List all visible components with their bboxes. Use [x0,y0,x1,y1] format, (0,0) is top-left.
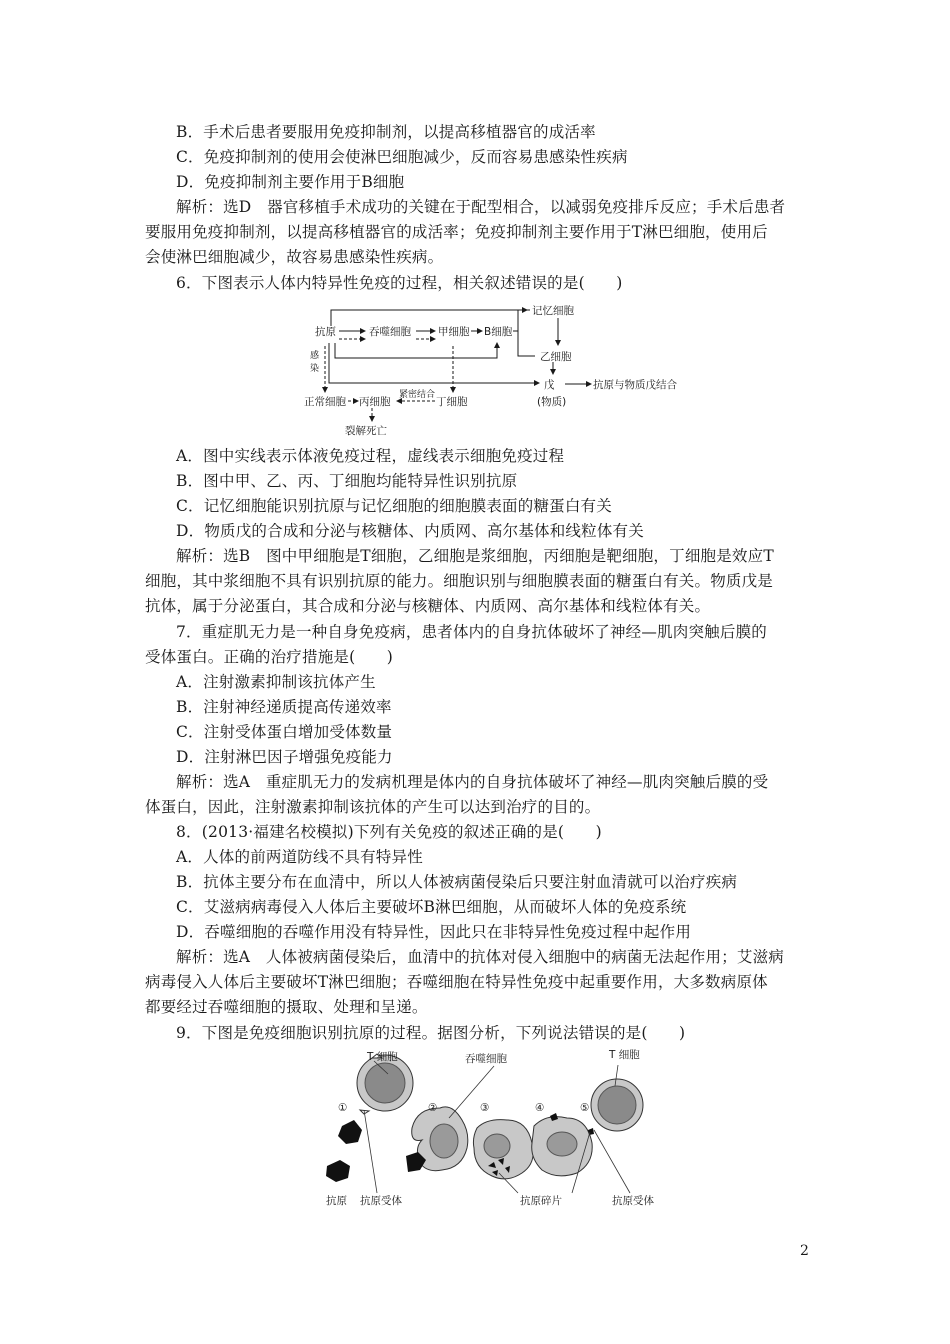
q7-stem-line-2: 受体蛋白。正确的治疗措施是( ) [145,648,393,666]
q6-analysis-line-2: 细胞，其中浆细胞不具有识别抗原的能力。细胞识别与细胞膜表面的糖蛋白有关。物质戊是 [145,572,774,590]
q6-immune-diagram [295,298,715,443]
step-1: ① [338,1102,348,1114]
label-infect-2: 染 [310,364,320,374]
node-wu: 戊 [544,379,555,391]
step-3: ③ [480,1102,490,1114]
label-fragments: 抗原碎片 [520,1195,562,1207]
label-t-cell-left: T 细胞 [367,1051,398,1063]
antigen-2-icon [326,1160,350,1182]
q6-analysis-line-1: 解析：选B 图中甲细胞是T细胞，乙细胞是浆细胞，丙细胞是靶细胞，丁细胞是效应T [176,547,774,565]
q7-option-a: A．注射激素抑制该抗体产生 [176,673,376,691]
q8-option-d: D．吞噬细胞的吞噬作用没有特异性，因此只在非特异性免疫过程中起作用 [176,923,692,941]
q6-option-b: B．图中甲、乙、丙、丁细胞均能特异性识别抗原 [176,472,518,490]
q8-analysis-line-3: 都要经过吞噬细胞的摄取、处理和呈递。 [145,998,428,1016]
q8-stem: 8．(2013·福建名校模拟)下列有关免疫的叙述正确的是( ) [176,823,602,841]
q8-option-a: A．人体的前两道防线不具有特异性 [176,848,423,866]
q7-analysis-line-1: 解析：选A 重症肌无力的发病机理是体内的自身抗体破坏了神经—肌肉突触后膜的受 [176,773,769,791]
node-lysis: 裂解死亡 [345,425,387,437]
node-memory-cell: 记忆细胞 [532,305,574,317]
label-tight-binding: 紧密结合 [399,390,436,400]
node-b-cell: B细胞 [484,326,513,338]
q6-analysis-line-3: 抗体，属于分泌蛋白，其合成和分泌与核糖体、内质网、高尔基体和线粒体有关。 [145,597,711,615]
q9-stem: 9．下图是免疫细胞识别抗原的过程。据图分析，下列说法错误的是( ) [176,1024,686,1042]
node-jia-cell: 甲细胞 [438,326,470,338]
q6-option-a: A．图中实线表示体液免疫过程，虚线表示细胞免疫过程 [176,447,565,465]
q6-option-d: D．物质戊的合成和分泌与核糖体、内质网、高尔基体和线粒体有关 [176,522,644,540]
node-phagocyte: 吞噬细胞 [369,326,411,338]
q8-analysis-line-2: 病毒侵入人体后主要破坏T淋巴细胞；吞噬细胞在特异性免疫中起重要作用，大多数病原体 [145,973,768,991]
label-receptor-right: 抗原受体 [612,1195,654,1207]
label-phagocyte: 吞噬细胞 [465,1053,507,1065]
antigen-1-icon [338,1120,362,1144]
q6-option-c: C．记忆细胞能识别抗原与记忆细胞的细胞膜表面的糖蛋白有关 [176,497,612,515]
q5-option-b: B．手术后患者要服用免疫抑制剂，以提高移植器官的成活率 [176,123,596,141]
q6-stem: 6．下图表示人体内特异性免疫的过程，相关叙述错误的是( ) [176,274,623,292]
node-combine: 抗原与物质戊结合 [593,379,677,391]
q7-option-b: B．注射神经递质提高传递效率 [176,698,392,716]
step-2: ② [428,1102,438,1114]
q8-option-b: B．抗体主要分布在血清中，所以人体被病菌侵染后只要注射血清就可以治疗疾病 [176,873,738,891]
q5-analysis-line-3: 会使淋巴细胞减少，故容易患感染性疾病。 [145,248,444,266]
q8-analysis-line-1: 解析：选A 人体被病菌侵染后，血清中的抗体对侵入细胞中的病菌无法起作用；艾滋病 [176,948,784,966]
q5-analysis-line-2: 要服用免疫抑制剂，以提高移植器官的成活率；免疫抑制剂主要作用于T淋巴细胞，使用后 [145,223,768,241]
label-infect-1: 感 [310,351,320,361]
q7-option-c: C．注射受体蛋白增加受体数量 [176,723,393,741]
q5-option-c: C．免疫抑制剂的使用会使淋巴细胞减少，反而容易患感染性疾病 [176,148,628,166]
node-ding-cell: 丁细胞 [436,396,468,408]
q7-option-d: D．注射淋巴因子增强免疫能力 [176,748,393,766]
q5-option-d: D．免疫抑制剂主要作用于B细胞 [176,173,405,191]
step-5: ⑤ [580,1102,590,1114]
label-receptor-left: 抗原受体 [360,1195,402,1207]
label-t-cell-right: T 细胞 [609,1049,640,1061]
node-normal-cell: 正常细胞 [304,396,346,408]
q7-analysis-line-2: 体蛋白，因此，注射激素抑制该抗体的产生可以达到治疗的目的。 [145,798,601,816]
node-yi-cell: 乙细胞 [540,351,572,363]
label-antigen: 抗原 [326,1195,347,1207]
node-bing-cell: 丙细胞 [359,396,391,408]
page-number: 2 [800,1243,809,1259]
q5-analysis-line-1: 解析：选D 器官移植手术成功的关键在于配型相合，以减弱免疫排斥反应；手术后患者 [176,198,786,216]
q9-antigen-recognition-figure [322,1048,682,1213]
node-antigen: 抗原 [315,326,336,338]
q7-stem-line-1: 7．重症肌无力是一种自身免疫病，患者体内的自身抗体破坏了神经—肌肉突触后膜的 [176,623,767,641]
q8-option-c: C．艾滋病病毒侵入人体后主要破坏B淋巴细胞，从而破坏人体的免疫系统 [176,898,687,916]
node-wu-note: (物质) [537,396,567,408]
step-4: ④ [535,1102,545,1114]
